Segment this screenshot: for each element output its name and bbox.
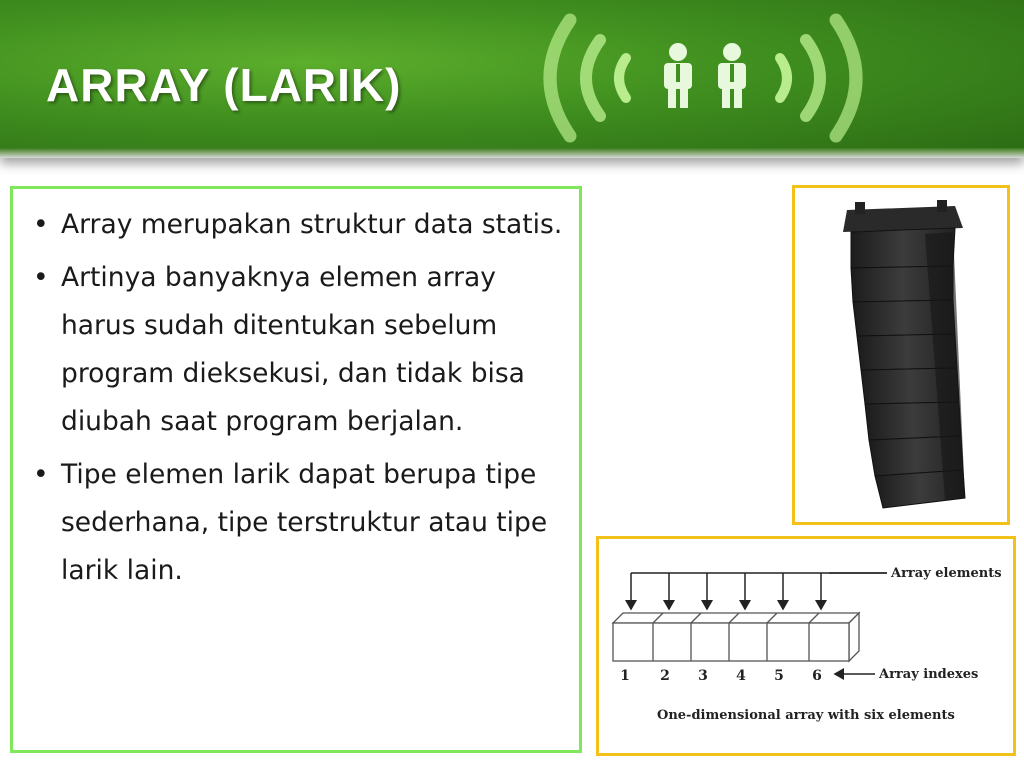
array-index-label: 3 xyxy=(698,668,708,684)
slide-title: ARRAY (LARIK) xyxy=(46,59,402,111)
array-index-label: 6 xyxy=(812,668,822,684)
people-signal-icon xyxy=(510,0,890,156)
bullet-list xyxy=(27,201,572,600)
array-diagram xyxy=(599,539,1013,753)
bullet-item: • Artinya banyaknya elemen array harus sudah ditentukan sebelum program dieksekusi, dan tidak bisa diubah saat program berjalan. xyxy=(27,254,572,446)
array-indexes-label: Array indexes xyxy=(879,667,979,682)
array-index-label: 2 xyxy=(660,668,670,684)
bullet-item: • Tipe elemen larik dapat berupa tipe sederhana, tipe terstruktur atau tipe larik lain. xyxy=(27,451,572,595)
array-index-label: 5 xyxy=(774,668,784,684)
header-divider xyxy=(0,148,1024,158)
array-diagram-frame xyxy=(596,536,1016,756)
array-index-label: 1 xyxy=(620,668,630,684)
bullet-text-box xyxy=(10,186,582,753)
array-elements-label: Array elements xyxy=(891,566,1002,581)
line-array-speaker-image xyxy=(795,188,1007,522)
array-index-label: 4 xyxy=(736,668,746,684)
slide-header xyxy=(0,0,1024,156)
array-diagram-caption: One-dimensional array with six elements xyxy=(657,708,955,723)
bullet-item: • Array merupakan struktur data statis. xyxy=(27,201,572,249)
speaker-array-image-frame xyxy=(792,185,1010,525)
